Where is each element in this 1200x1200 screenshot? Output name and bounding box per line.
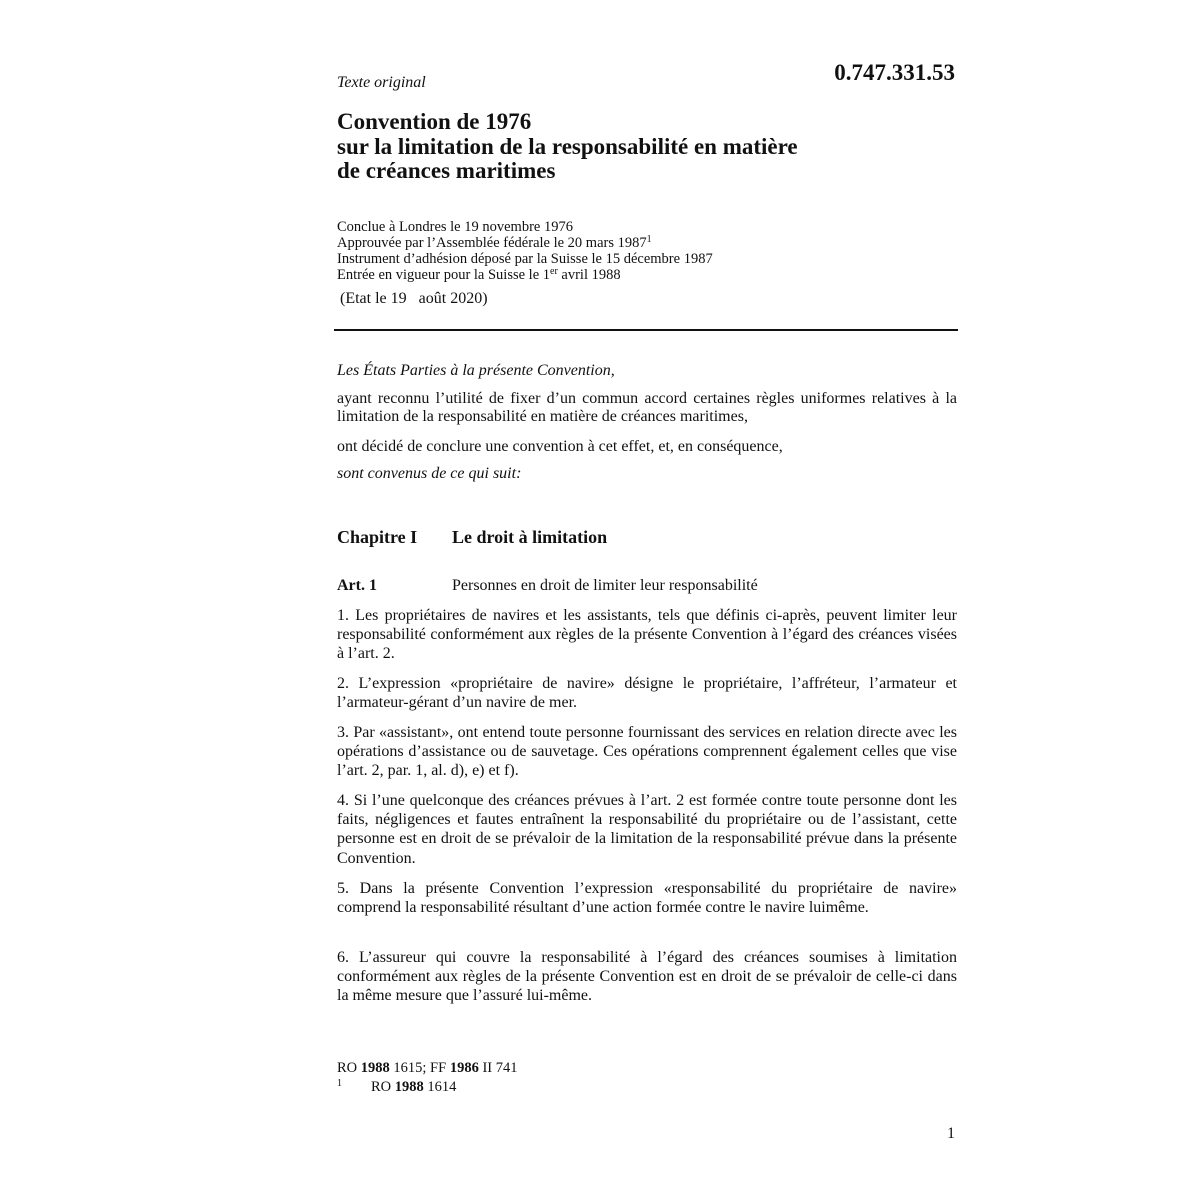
- article-number: Art. 1: [337, 577, 377, 594]
- chapter-title: Le droit à limitation: [452, 527, 608, 547]
- article-paragraph-5: 5. Dans la présente Convention l’expression «responsabilité du propriétaire de navire» comprend la responsabilité résultant d’une action formée contre le navire luimême.: [337, 880, 957, 917]
- document-title: [337, 110, 957, 184]
- preamble-paragraph-3: sont convenus de ce qui suit:: [337, 465, 522, 482]
- concluded-line: Conclue à Londres le 19 novembre 1976: [337, 219, 573, 235]
- page-number: 1: [947, 1125, 955, 1142]
- entry-text: Entrée en vigueur pour la Suisse le 1: [337, 267, 551, 283]
- source-reference: [337, 1059, 957, 1078]
- article-paragraph-4: 4. Si l’une quelconque des créances prévues à l’art. 2 est formée contre toute personne dont les faits, négligences et fautes entraînent la responsabilité du propriétaire ou de l’assistant, cette personne est en droit de se prévaloir de la limitation de la responsabilité prévue dans la présente Convention.: [337, 792, 957, 867]
- preamble-parties: Les États Parties à la présente Convention,: [337, 362, 615, 379]
- status-date-suffix: août 2020): [418, 290, 488, 307]
- article-heading: [337, 577, 957, 595]
- preamble-paragraph-1: ayant reconnu l’utilité de fixer d’un commun accord certaines règles uniformes relatives à la limitation de la responsabilité en matière de créances maritimes,: [337, 390, 957, 425]
- conclusion-metadata: [337, 219, 957, 283]
- approved-text: Approuvée par l’Assemblée fédérale le 20 mars 1987: [337, 235, 647, 251]
- article-paragraph-1: 1. Les propriétaires de navires et les assistants, tels que définis ci-après, peuvent limiter leur responsabilité conformément aux règles de la présente Convention à l’égard des créances visées à l’art. 2.: [337, 607, 957, 663]
- document-number: 0.747.331.53: [834, 60, 955, 85]
- title-line-1: Convention de 1976: [337, 109, 532, 134]
- article-paragraph-3: 3. Par «assistant», ont entend toute personne fournissant des services en relation directe avec les opérations d’assistance ou de sauvetage. Ces opérations comprennent également celles que vise l’art. 2, par. 1, al. d), e) et f).: [337, 724, 957, 780]
- article-paragraph-6: 6. L’assureur qui couvre la responsabilité à l’égard des créances soumises à limitation conformément aux règles de la présente Convention est en droit de se prévaloir de celle-ci dans la même mesure que l’assuré lui-même.: [337, 949, 957, 1005]
- footnote-1-page: 1614: [423, 1079, 457, 1095]
- approved-line: [337, 235, 957, 251]
- entry-date-text: avril 1988: [557, 267, 621, 283]
- document-type-label: Texte original: [337, 74, 426, 91]
- title-line-3: de créances maritimes: [337, 158, 556, 183]
- footnotes: [337, 1059, 957, 1097]
- ordinal-suffix: er: [550, 266, 558, 277]
- title-line-2: sur la limitation de la responsabilité en matière: [337, 133, 798, 159]
- footnote-1-ro: RO: [371, 1079, 395, 1095]
- source-ff-page: II 741: [478, 1060, 518, 1076]
- footnote-1-year: 1988: [394, 1079, 424, 1095]
- source-ro-year: 1988: [360, 1060, 390, 1076]
- status-date: [340, 290, 488, 308]
- chapter-heading: [337, 527, 608, 548]
- preamble-paragraph-2: ont décidé de conclure une convention à cet effet, et, en conséquence,: [337, 438, 783, 455]
- footnote-1: 1 RO 1988 1614: [337, 1078, 457, 1095]
- entry-into-force-line: [337, 267, 957, 283]
- footnote-ref-1: 1: [646, 234, 652, 245]
- source-ff-year: 1986: [449, 1060, 479, 1076]
- header-divider: [334, 329, 958, 331]
- instrument-line: Instrument d’adhésion déposé par la Suisse le 15 décembre 1987: [337, 251, 713, 267]
- status-date-prefix: (Etat le 19: [340, 290, 407, 307]
- source-ff: 1615; FF: [389, 1060, 450, 1076]
- article-title: Personnes en droit de limiter leur responsabilité: [452, 577, 758, 594]
- article-paragraph-2: 2. L’expression «propriétaire de navire» désigne le propriétaire, l’affréteur, l’armateur et l’armateur-gérant d’un navire de mer.: [337, 675, 957, 712]
- source-ro: RO: [337, 1060, 361, 1076]
- chapter-number: Chapitre I: [337, 527, 418, 547]
